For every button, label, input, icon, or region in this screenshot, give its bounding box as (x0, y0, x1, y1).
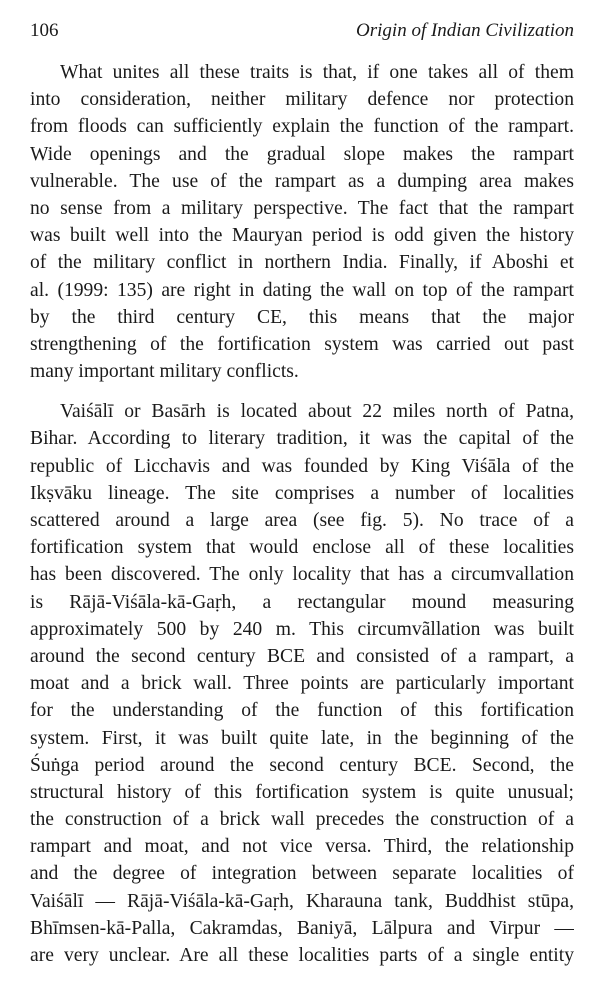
text-line: are very unclear. Are all these localities parts of a single entity (30, 945, 574, 966)
text-line: the construction of a brick wall precedes the construction of a (30, 809, 574, 831)
text-line: Vaiśālī — Rājā-Viśāla-kā-Gaṛh, Kharauna tank, Buddhist stūpa, (30, 890, 574, 912)
page-number: 106 (30, 20, 59, 41)
text-line: from floods can sufficiently explain the function of the rampart. (30, 116, 574, 138)
text-line: Ikṣvāku lineage. The site comprises a number of localities (30, 482, 574, 504)
text-line: by the third century CE, this means that the major (30, 306, 574, 328)
text-line: strengthening of the fortification system was carried out past (30, 333, 574, 355)
text-line: is Rājā-Viśāla-kā-Gaṛh, a rectangular mound measuring (30, 591, 574, 613)
text-line: Vaiśālī or Basārh is located about 22 miles north of Patna, (60, 401, 574, 423)
text-line: Bihar. According to literary tradition, it was the capital of the (30, 428, 574, 450)
text-line: rampart and moat, and not vice versa. Third, the relationship (30, 836, 574, 858)
running-title: Origin of Indian Civilization (356, 20, 574, 41)
page-body (30, 59, 574, 969)
text-line: moat and a brick wall. Three points are particularly important (30, 673, 574, 695)
text-line: was built well into the Mauryan period is odd given the history (30, 225, 574, 247)
text-line: many important military conflicts. (30, 361, 299, 383)
text-line: structural history of this fortification system is quite unusual; (30, 781, 574, 803)
text-line: no sense from a military perspective. The fact that the rampart (30, 197, 574, 219)
text-line: fortification system that would enclose all of these localities (30, 537, 574, 559)
paragraph-2 (30, 398, 574, 969)
text-line: has been discovered. The only locality that has a circumvallation (30, 564, 574, 586)
text-line: vulnerable. The use of the rampart as a dumping area makes (30, 170, 574, 192)
text-line: approximately 500 by 240 m. This circumvãllation was built (30, 618, 574, 640)
text-line: scattered around a large area (see fig. 5). No trace of a (30, 510, 574, 531)
text-line: of the military conflict in northern India. Finally, if Aboshi et (30, 252, 574, 274)
text-line: Bhīmsen-kā-Palla, Cakramdas, Baniyā, Lālpura and Virpur — (30, 917, 574, 939)
text-line: republic of Licchavis and was founded by King Viśāla of the (30, 455, 574, 477)
text-line: into consideration, neither military defence nor protection (30, 89, 574, 111)
text-line: system. First, it was built quite late, in the beginning of the (30, 727, 574, 749)
paragraph-1 (30, 59, 574, 385)
page-header (30, 20, 574, 46)
text-line: Śuṅga period around the second century BCE. Second, the (30, 754, 574, 776)
text-line: around the second century BCE and consisted of a rampart, a (30, 645, 574, 667)
text-line: What unites all these traits is that, if one takes all of them (60, 62, 574, 83)
text-line: and the degree of integration between separate localities of (30, 863, 574, 885)
text-line: al. (1999: 135) are right in dating the wall on top of the rampart (30, 279, 574, 301)
text-line: Wide openings and the gradual slope makes the rampart (30, 143, 574, 165)
text-line: for the understanding of the function of this fortification (30, 700, 574, 722)
